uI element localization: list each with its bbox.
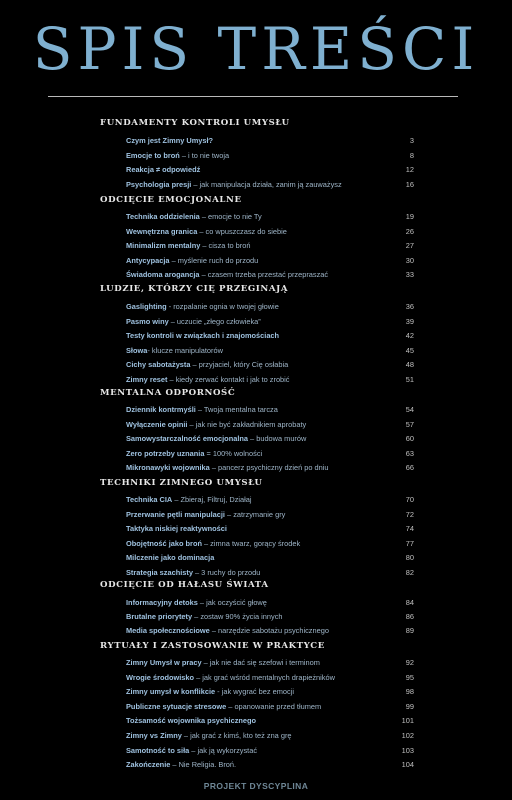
toc-entry-description: = 100% wolności	[204, 449, 263, 458]
toc-entry[interactable]	[126, 420, 414, 430]
toc-entry-description: – zostaw 90% życia innych	[192, 612, 283, 621]
toc-page-number: 51	[405, 375, 414, 384]
toc-page-number: 103	[401, 746, 414, 755]
toc-entry[interactable]	[126, 463, 414, 473]
toc-entry[interactable]	[126, 673, 414, 683]
toc-entry-title: Gaslighting	[126, 302, 167, 311]
toc-entry-title: Dziennik kontrmyśli	[126, 405, 196, 414]
toc-page-number: 19	[405, 212, 414, 221]
toc-entry[interactable]	[126, 702, 414, 712]
toc-entry-description: - rozpalanie ognia w twojej głowie	[166, 302, 279, 311]
toc-entry[interactable]	[126, 760, 414, 770]
section-heading: LUDZIE, KTÓRZY CIĘ PRZEGINAJĄ	[100, 284, 289, 294]
toc-entry-title: Wrogie środowisko	[126, 673, 195, 682]
toc-entry[interactable]	[126, 553, 414, 563]
toc-page-number: 70	[405, 495, 414, 504]
toc-entry[interactable]	[126, 568, 414, 578]
toc-entry-title: Publiczne sytuacje stresowe	[126, 702, 227, 711]
toc-entry-description: - klucze manipulatorów	[147, 346, 223, 355]
toc-entry-description: – 3 ruchy do przodu	[192, 568, 261, 577]
toc-entry[interactable]	[126, 360, 414, 370]
toc-entry-title: Przerwanie pętli manipulacji	[126, 510, 225, 519]
toc-page-number: 45	[405, 346, 414, 355]
toc-entry-title: Zimny umysł w konflikcie	[126, 687, 216, 696]
toc-entry[interactable]	[126, 256, 414, 266]
toc-page-number: 3	[409, 136, 414, 145]
toc-page-number: 60	[405, 434, 414, 443]
section-heading: MENTALNA ODPORNOŚĆ	[100, 388, 236, 398]
toc-entry-title: Samotność to siła	[126, 746, 190, 755]
toc-page-number: 84	[405, 598, 414, 607]
toc-entry-description: – cisza to broń	[200, 241, 251, 250]
toc-entry-title: Antycypacja	[126, 256, 170, 265]
toc-entry-title: Świadoma arogancja	[126, 270, 200, 279]
toc-entry-description: – jak oczyścić głowę	[197, 598, 267, 607]
toc-entry-description: – jak grać z kimś, kto też zna grę	[181, 731, 292, 740]
toc-entry-description: – jak nie dać się szefowi i terminom	[201, 658, 320, 667]
toc-entry-title: Wewnętrzna granica	[126, 227, 198, 236]
toc-page-number: 33	[405, 270, 414, 279]
toc-page-number: 80	[405, 553, 414, 562]
toc-page-number: 16	[405, 180, 414, 189]
toc-entry-title: Media społecznościowe	[126, 626, 210, 635]
toc-page-number: 89	[405, 626, 414, 635]
toc-entry-description: – Twoja mentalna tarcza	[195, 405, 278, 414]
toc-page-number: 39	[405, 317, 414, 326]
toc-entry-description: – budowa murów	[248, 434, 307, 443]
toc-entry-title: Obojętność jako broń	[126, 539, 202, 548]
toc-entry-description: – opanowanie przed tłumem	[226, 702, 322, 711]
toc-entry[interactable]	[126, 612, 414, 622]
toc-entry-description: – przyjaciel, który Cię osłabia	[190, 360, 289, 369]
toc-page-number: 63	[405, 449, 414, 458]
toc-entry-title: Strategia szachisty	[126, 568, 193, 577]
toc-page-number: 104	[401, 760, 414, 769]
toc-page-number: 48	[405, 360, 414, 369]
toc-entry-title: Zimny reset	[126, 375, 168, 384]
toc-entry-title: Samowystarczalność emocjonalna	[126, 434, 248, 443]
page-title: SPIS TREŚCI	[32, 15, 480, 83]
toc-entry-title: Informacyjny detoks	[126, 598, 198, 607]
toc-entry[interactable]	[126, 302, 414, 312]
toc-entry-description: – pancerz psychiczny dzień po dniu	[209, 463, 329, 472]
toc-entry-description: – zatrzymanie gry	[224, 510, 286, 519]
toc-page-number: 92	[405, 658, 414, 667]
toc-entry[interactable]	[126, 731, 414, 741]
toc-page-number: 30	[405, 256, 414, 265]
toc-entry[interactable]	[126, 151, 414, 161]
toc-page-number: 8	[409, 151, 414, 160]
toc-entry[interactable]	[126, 165, 414, 175]
toc-entry-description: – jak grać wśród mentalnych drapieżników	[194, 673, 335, 682]
toc-entry[interactable]	[126, 495, 414, 505]
toc-entry[interactable]	[126, 434, 414, 444]
toc-entry[interactable]	[126, 241, 414, 251]
toc-page-number: 77	[405, 539, 414, 548]
toc-entry-description: – kiedy zerwać kontakt i jak to zrobić	[167, 375, 290, 384]
toc-page-number: 12	[405, 165, 414, 174]
section-heading: ODCIĘCIE OD HAŁASU ŚWIATA	[100, 580, 269, 590]
toc-entry[interactable]	[126, 716, 414, 726]
toc-entry-title: Brutalne priorytety	[126, 612, 193, 621]
toc-entry-description: – jak ją wykorzystać	[189, 746, 258, 755]
toc-page-number: 66	[405, 463, 414, 472]
toc-entry[interactable]	[126, 626, 414, 636]
toc-entry-description: – czasem trzeba przestać przepraszać	[199, 270, 329, 279]
toc-entry[interactable]	[126, 212, 414, 222]
toc-page-number: 27	[405, 241, 414, 250]
toc-entry[interactable]	[126, 136, 414, 146]
toc-entry-title: Technika oddzielenia	[126, 212, 200, 221]
toc-entry[interactable]	[126, 270, 414, 280]
toc-page-number: 86	[405, 612, 414, 621]
toc-entry-description: – Nie Religia. Broń.	[170, 760, 237, 769]
toc-page-number: 26	[405, 227, 414, 236]
toc-page-number: 102	[401, 731, 414, 740]
toc-page-number: 98	[405, 687, 414, 696]
title-divider	[48, 96, 458, 97]
toc-entry[interactable]	[126, 539, 414, 549]
section-heading: TECHNIKI ZIMNEGO UMYSŁU	[100, 478, 263, 488]
toc-entry-description: – zimna twarz, gorący środek	[201, 539, 301, 548]
toc-entry-title: Wyłączenie opinii	[126, 420, 188, 429]
toc-entry[interactable]	[126, 405, 414, 415]
toc-entry-title: Reakcja ≠ odpowiedź	[126, 165, 201, 174]
toc-entry[interactable]	[126, 317, 414, 327]
toc-entry-title: Taktyka niskiej reaktywności	[126, 524, 227, 533]
toc-entry-title: Minimalizm mentalny	[126, 241, 201, 250]
toc-entry-description: – i to nie twoja	[179, 151, 230, 160]
section-heading: RYTUAŁY I ZASTOSOWANIE W PRAKTYCE	[100, 641, 325, 651]
toc-entry-title: Testy kontroli w związkach i znajomościach	[126, 331, 280, 340]
toc-entry[interactable]	[126, 346, 414, 356]
toc-page-number: 99	[405, 702, 414, 711]
toc-entry-description: – Zbieraj, Filtruj, Działaj	[172, 495, 252, 504]
toc-entry-title: Pasmo winy	[126, 317, 169, 326]
toc-entry[interactable]	[126, 180, 414, 190]
toc-entry[interactable]	[126, 227, 414, 237]
toc-entry-description: – co wpuszczasz do siebie	[197, 227, 287, 236]
toc-entry-title: Cichy sabotażysta	[126, 360, 191, 369]
toc-page-number: 74	[405, 524, 414, 533]
toc-entry-title: Technika CIA	[126, 495, 173, 504]
toc-entry-description: – narzędzie sabotażu psychicznego	[209, 626, 329, 635]
toc-entry-title: Mikronawyki wojownika	[126, 463, 210, 472]
toc-entry-description: – uczucie „złego człowieka”	[168, 317, 261, 326]
footer-text: PROJEKT DYSCYPLINA	[203, 781, 309, 791]
toc-entry-title: Słowa	[126, 346, 148, 355]
toc-page-number: 57	[405, 420, 414, 429]
toc-entry-title: Milczenie jako dominacja	[126, 553, 215, 562]
toc-page-number: 42	[405, 331, 414, 340]
section-heading: FUNDAMENTY KONTROLI UMYSŁU	[100, 118, 290, 128]
section-heading: ODCIĘCIE EMOCJONALNE	[100, 195, 242, 205]
toc-entry[interactable]	[126, 449, 414, 459]
toc-entry-title: Zimny vs Zimny	[126, 731, 182, 740]
toc-entry-title: Czym jest Zimny Umysł?	[126, 136, 214, 145]
toc-entry-title: Psychologia presji	[126, 180, 192, 189]
toc-entry-description: – jak manipulacja działa, zanim ją zauważysz	[191, 180, 342, 189]
toc-entry-title: Zakończenie	[126, 760, 171, 769]
toc-page-number: 36	[405, 302, 414, 311]
toc-entry-title: Zimny Umysł w pracy	[126, 658, 202, 667]
toc-entry-title: Emocje to broń	[126, 151, 180, 160]
toc-entry[interactable]	[126, 687, 414, 697]
toc-entry-description: – emocje to nie Ty	[199, 212, 262, 221]
toc-page-number: 82	[405, 568, 414, 577]
toc-entry[interactable]	[126, 524, 414, 534]
toc-entry[interactable]	[126, 375, 414, 385]
toc-entry-title: Tożsamość wojownika psychicznego	[126, 716, 257, 725]
toc-entry-title: Zero potrzeby uznania	[126, 449, 205, 458]
toc-entry-description: – myślenie ruch do przodu	[169, 256, 259, 265]
toc-entry-description: – jak nie być zakładnikiem aprobaty	[187, 420, 307, 429]
toc-entry-description: - jak wygrać bez emocji	[215, 687, 294, 696]
toc-page-number: 95	[405, 673, 414, 682]
toc-entry[interactable]	[126, 598, 414, 608]
toc-entry[interactable]	[126, 331, 414, 341]
toc-page-number: 54	[405, 405, 414, 414]
toc-entry[interactable]	[126, 510, 414, 520]
toc-entry[interactable]	[126, 746, 414, 756]
toc-page-number: 101	[401, 716, 414, 725]
toc-entry[interactable]	[126, 658, 414, 668]
toc-page-number: 72	[405, 510, 414, 519]
